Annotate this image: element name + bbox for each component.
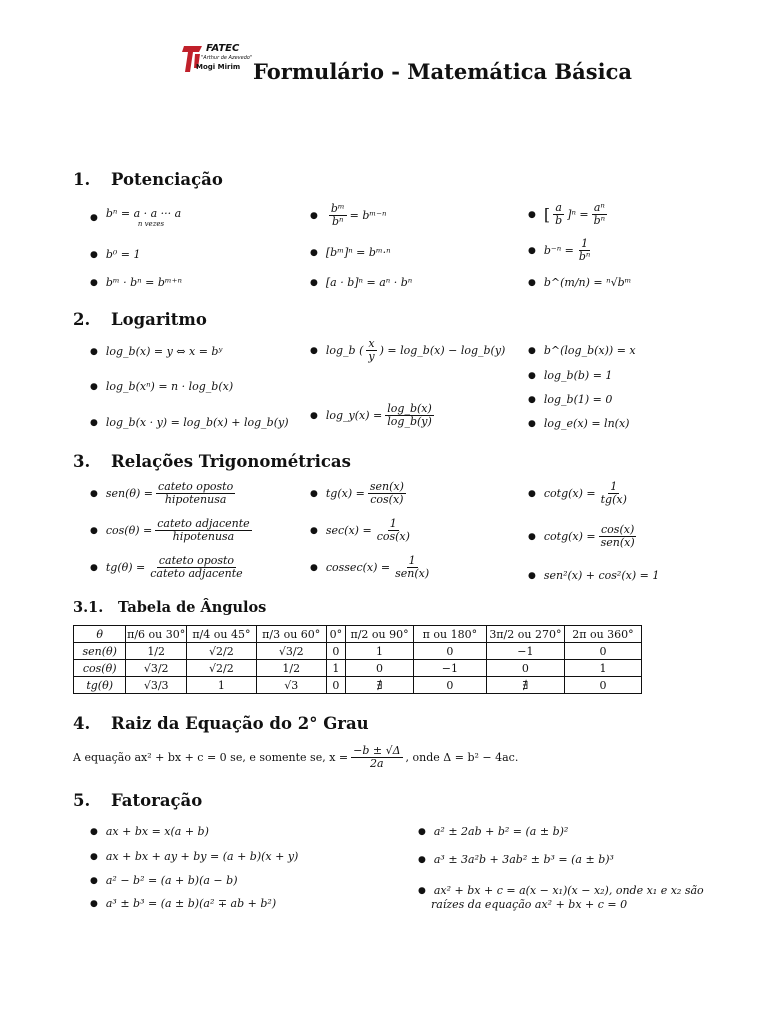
section-4-title: Raiz da Equação do 2° Grau (111, 714, 369, 733)
table-cell: 0 (326, 643, 346, 660)
fat-formula-7-cont: raízes da equação ax² + bx + c = 0 (431, 898, 628, 911)
page-title: Formulário - Matemática Básica (253, 59, 632, 84)
table-header-cell: 3π/2 ou 270° (486, 626, 564, 643)
trig-formula-1: ● sen(θ) = $\frac{\text{cateto oposto}}{\text{hipotenusa}}$ (90, 480, 234, 507)
section-1-number: 1. (73, 170, 91, 189)
pot-formula-3: ● [ $\frac{a}{b}$ ]ⁿ = $\frac{\text{aⁿ}}{\text{bⁿ}}$ (528, 201, 606, 228)
table-cell: 1/2 (256, 660, 326, 677)
table-cell: √3/3 (126, 677, 187, 694)
table-header-cell: π/3 ou 60° (256, 626, 326, 643)
pot-formula-8: ● [a · b]ⁿ = aⁿ · bⁿ (310, 276, 413, 289)
quadratic-formula-text: A equação ax² + bx + c = 0 se, e somente se, x = $\frac{-b \pm √\Delta}{2a}$ , onde Δ = b² − 4ac. (73, 744, 519, 771)
fat-formula-6: ● a³ ± 3a²b + 3ab² ± b³ = (a ± b)³ (418, 853, 614, 866)
pot-formula-5: ● [bᵐ]ⁿ = bᵐ·ⁿ (310, 246, 391, 259)
table-cell: √3/2 (126, 660, 187, 677)
table-cell: 0 (326, 677, 346, 694)
log-formula-4: ● log_b ( $\frac{x}{y}$ ) = log_b(x) − log_b(y) (310, 337, 506, 364)
trig-formula-8: ● cotg(x) = $\frac{\cos(x)}{\text{sen(x)}}$ (528, 523, 635, 550)
table-cell: 0 (413, 643, 486, 660)
log-formula-8: ● log_b(1) = 0 (528, 393, 613, 406)
table-row (74, 660, 642, 677)
log-formula-5: ● log_y(x) = $\frac{\log\_b(x)}{\log\_b(y)}$ (310, 402, 432, 429)
pot-formula-6: ● b⁻ⁿ = $\frac{1}{\text{bⁿ}}$ (528, 237, 591, 264)
table-row (74, 643, 642, 660)
table-cell: −1 (413, 660, 486, 677)
section-31-number: 3.1. (73, 599, 104, 616)
fat-formula-2: ● ax + bx + ay + by = (a + b)(x + y) (90, 850, 299, 863)
log-formula-6: ● b^(log_b(x)) = x (528, 344, 636, 357)
table-row (74, 677, 642, 694)
table-cell: 1 (564, 660, 641, 677)
table-cell: 0 (564, 677, 641, 694)
table-header-cell: 0° (326, 626, 346, 643)
table-cell: 1 (186, 677, 256, 694)
table-cell: −1 (486, 643, 564, 660)
table-cell: 1 (326, 660, 346, 677)
pot-formula-4: ● b⁰ = 1 (90, 248, 141, 261)
table-header-cell: θ (74, 626, 126, 643)
fat-formula-3: ● a² − b² = (a + b)(a − b) (90, 874, 238, 887)
section-31-title: Tabela de Ângulos (118, 599, 267, 616)
trig-formula-5: ● sec(x) = $\frac{1}{\cos(x)}$ (310, 517, 410, 544)
table-header-cell: 2π ou 360° (564, 626, 641, 643)
table-cell: ∄ (346, 677, 414, 694)
section-4-number: 4. (73, 714, 91, 733)
trig-formula-3: ● tg(θ) = $\frac{\text{cateto oposto}}{\text{cateto adjacente}}$ (90, 554, 243, 581)
table-cell: cos(θ) (74, 660, 126, 677)
log-formula-7: ● log_b(b) = 1 (528, 369, 613, 382)
trig-formula-6: ● cossec(x) = $\frac{1}{\text{sen(x)}}$ (310, 554, 430, 581)
table-cell: 0 (486, 660, 564, 677)
logo-sub1: "Arthur de Azevedo" (201, 55, 253, 61)
trig-formula-7: ● cotg(x) = $\frac{1}{tg(x)}$ (528, 480, 627, 507)
table-cell: 0 (346, 660, 414, 677)
table-cell: √2/2 (186, 660, 256, 677)
section-5-number: 5. (73, 791, 91, 810)
table-cell: 0 (413, 677, 486, 694)
table-cell: √3 (256, 677, 326, 694)
logo-sub2: Mogi Mirim (196, 63, 241, 71)
fat-formula-4: ● a³ ± b³ = (a ± b)(a² ∓ ab + b²) (90, 897, 277, 910)
pot-formula-1: ● bⁿ = a · a ··· a n vezes (90, 207, 182, 228)
section-3-number: 3. (73, 452, 91, 471)
section-3-title: Relações Trigonométricas (111, 452, 351, 471)
table-header-row (74, 626, 642, 643)
pot-formula-2: ● $\frac{\text{bᵐ}}{\text{bⁿ}}$ = bᵐ⁻ⁿ (310, 202, 387, 229)
log-formula-1: ● log_b(x) = y ⇔ x = bʸ (90, 345, 223, 358)
log-formula-3: ● log_b(x · y) = log_b(x) + log_b(y) (90, 416, 289, 429)
table-header-cell: π/4 ou 45° (186, 626, 256, 643)
trig-formula-2: ● cos(θ) = $\frac{\text{cateto adjacente}}{\text{hipotenusa}}$ (90, 517, 250, 544)
logo-text: FATEC (206, 43, 240, 54)
table-cell: tg(θ) (74, 677, 126, 694)
table-cell: 1 (346, 643, 414, 660)
pot-formula-7: ● bᵐ · bⁿ = bᵐ⁺ⁿ (90, 276, 182, 289)
table-cell: √2/2 (186, 643, 256, 660)
angle-table (73, 625, 642, 694)
table-cell: 1/2 (126, 643, 187, 660)
section-5-title: Fatoração (111, 791, 203, 810)
table-header-cell: π ou 180° (413, 626, 486, 643)
table-cell: √3/2 (256, 643, 326, 660)
table-cell: 0 (564, 643, 641, 660)
section-2-number: 2. (73, 310, 91, 329)
log-formula-2: ● log_b(xⁿ) = n · log_b(x) (90, 380, 234, 393)
fat-formula-7: ● ax² + bx + c = a(x − x₁)(x − x₂), onde x₁ e x₂ são (418, 884, 704, 897)
fat-formula-5: ● a² ± 2ab + b² = (a ± b)² (418, 825, 569, 838)
trig-formula-4: ● tg(x) = $\frac{\text{sen(x)}}{\cos(x)}$ (310, 480, 404, 507)
table-cell: ∄ (486, 677, 564, 694)
section-1-title: Potenciação (111, 170, 223, 189)
log-formula-9: ● log_e(x) = ln(x) (528, 417, 630, 430)
table-header-cell: π/2 ou 90° (346, 626, 414, 643)
trig-formula-9: ● sen²(x) + cos²(x) = 1 (528, 569, 660, 582)
table-header-cell: π/6 ou 30° (127, 627, 186, 641)
table-cell: sen(θ) (74, 643, 126, 660)
section-2-title: Logaritmo (111, 310, 207, 329)
fat-formula-1: ● ax + bx = x(a + b) (90, 825, 209, 838)
pot-formula-9: ● b^(m/n) = ⁿ√bᵐ (528, 276, 632, 289)
